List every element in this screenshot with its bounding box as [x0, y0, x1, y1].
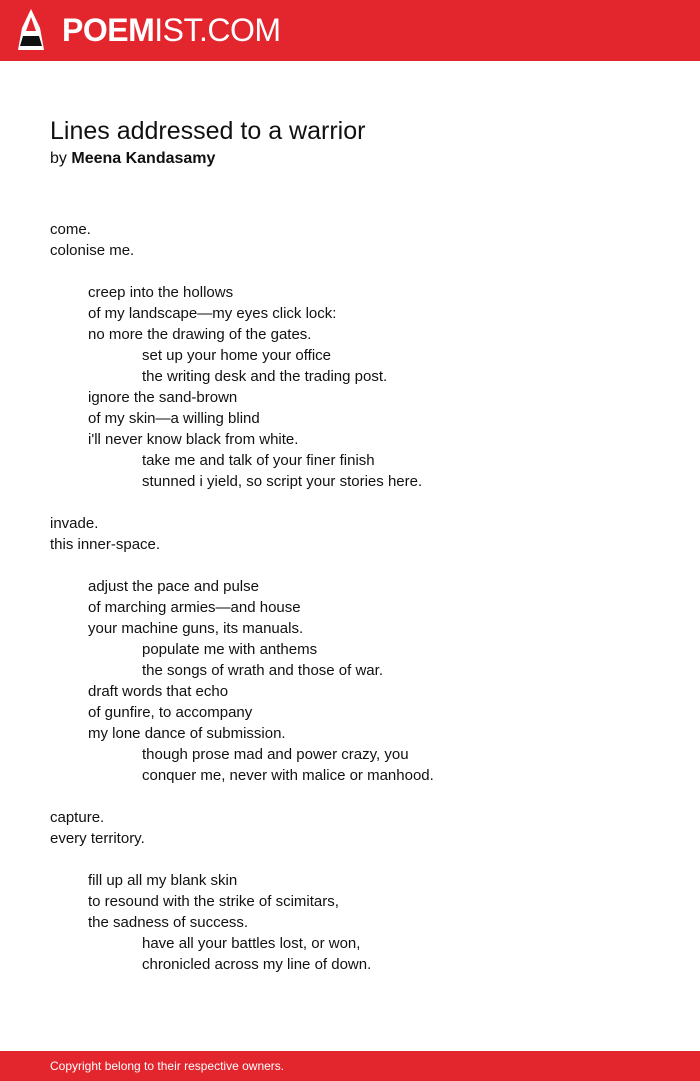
poem-byline — [50, 149, 215, 169]
stanza-break — [50, 492, 670, 513]
poem-line: fill up all my blank skin — [88, 872, 238, 889]
poem-line: of my landscape—my eyes click lock: — [88, 305, 337, 322]
copyright-text: Copyright belong to their respective owners. — [50, 1059, 285, 1073]
poem-title: Lines addressed to a warrior — [50, 117, 366, 145]
site-header — [0, 0, 700, 61]
poem-line: conquer me, never with malice or manhood. — [142, 767, 434, 784]
poem-line: though prose mad and power crazy, you — [142, 746, 409, 763]
poem-line: the sadness of success. — [88, 914, 249, 931]
poem-line: colonise me. — [50, 242, 135, 259]
poem-line: draft words that echo — [88, 683, 229, 700]
poem-line: no more the drawing of the gates. — [88, 326, 312, 343]
poem-line: creep into the hollows — [88, 284, 234, 301]
pencil-tip-icon — [17, 9, 45, 51]
poem-line: ignore the sand-brown — [88, 389, 238, 406]
poem-line: i'll never know black from white. — [88, 431, 299, 448]
poem-line: of gunfire, to accompany — [88, 704, 253, 721]
site-logo[interactable] — [62, 12, 281, 48]
poem-line: chronicled across my line of down. — [142, 956, 372, 973]
poem-line: this inner-space. — [50, 536, 161, 553]
poem-line: have all your battles lost, or won, — [142, 935, 361, 952]
by-label: by — [50, 150, 67, 167]
poem-line: capture. — [50, 809, 105, 826]
poem-line: take me and talk of your finer finish — [142, 452, 375, 469]
poem-line: of marching armies—and house — [88, 599, 301, 616]
poem-line: the writing desk and the trading post. — [142, 368, 388, 385]
poem-line: populate me with anthems — [142, 641, 318, 658]
logo-light-text: IST.COM — [154, 12, 281, 48]
stanza-break — [50, 555, 670, 576]
poem-body — [50, 219, 670, 975]
poem-line: set up your home your office — [142, 347, 331, 364]
poem-line: my lone dance of submission. — [88, 725, 286, 742]
stanza-break — [50, 261, 670, 282]
poem-author: Meena Kandasamy — [71, 150, 216, 167]
poem-line: your machine guns, its manuals. — [88, 620, 304, 637]
stanza-break — [50, 786, 670, 807]
poem-line: come. — [50, 221, 91, 238]
poem-line: to resound with the strike of scimitars, — [88, 893, 339, 910]
poem-line: the songs of wrath and those of war. — [142, 662, 383, 679]
poem-line: every territory. — [50, 830, 145, 847]
logo-bold-text: POEM — [62, 12, 155, 48]
poem-line: invade. — [50, 515, 99, 532]
poem-line: adjust the pace and pulse — [88, 578, 259, 595]
poem-line: stunned i yield, so script your stories here. — [142, 473, 423, 490]
poem-line: of my skin—a willing blind — [88, 410, 260, 427]
site-footer — [0, 1051, 700, 1081]
stanza-break — [50, 849, 670, 870]
